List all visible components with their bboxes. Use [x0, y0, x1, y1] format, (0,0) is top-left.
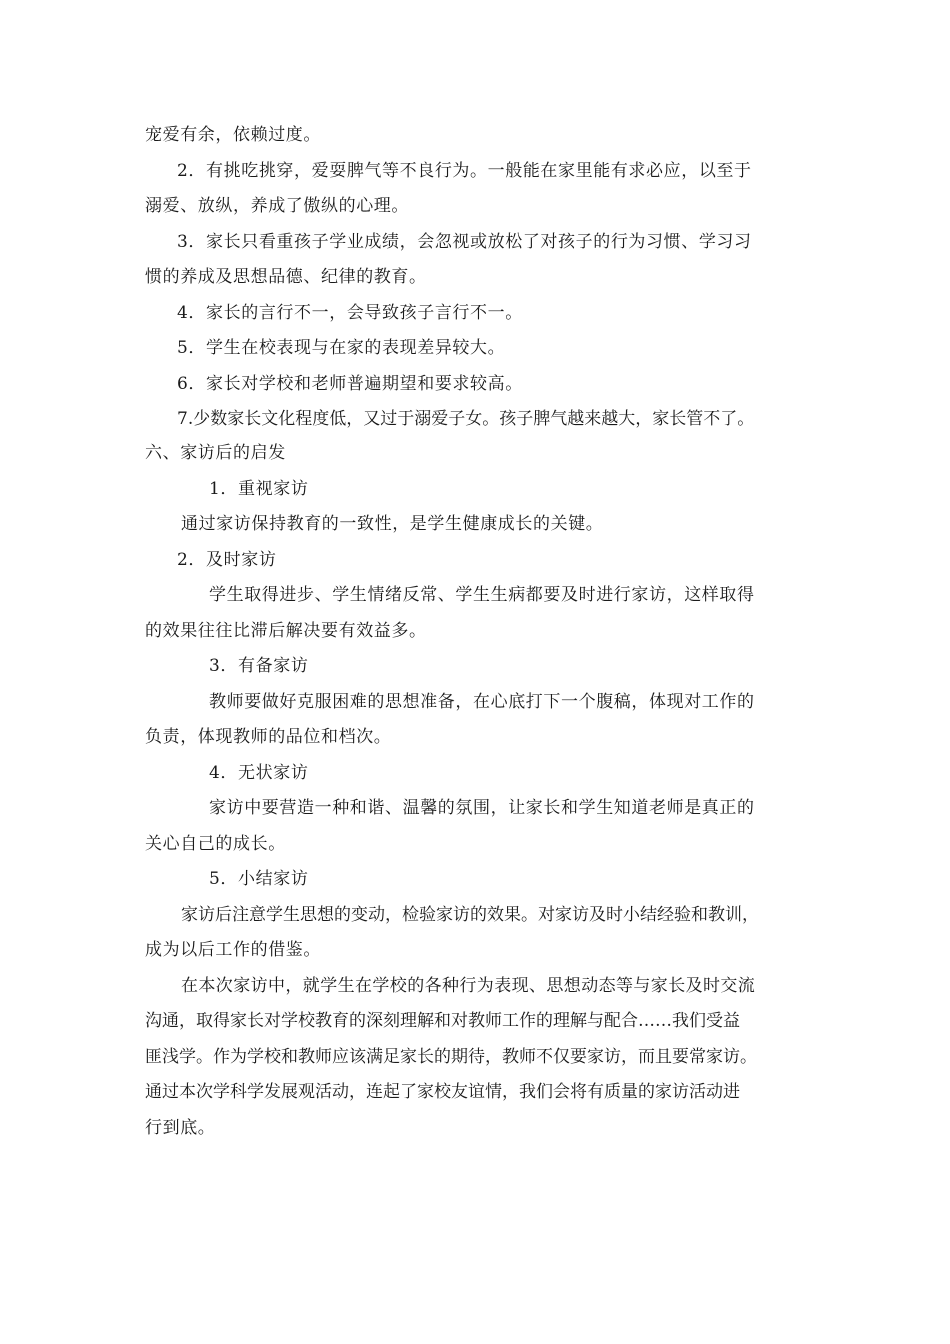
text-line: 成为以后工作的借鉴。: [145, 940, 321, 960]
text-line: 通过本次学科学发展观活动，连起了家校友谊情，我们会将有质量的家访活动进: [145, 1082, 740, 1102]
text-line: 通过家访保持教育的一致性，是学生健康成长的关键。: [181, 514, 604, 534]
text-line: 家访中要营造一种和谐、温馨的氛围，让家长和学生知道老师是真正的: [209, 798, 755, 818]
text-line: 宠爱有余，依赖过度。: [145, 125, 321, 145]
text-line: 溺爱、放纵，养成了傲纵的心理。: [145, 196, 409, 216]
section-heading: 六、家访后的启发: [145, 443, 286, 463]
text-line: 6．家长对学校和老师普遍期望和要求较高。: [177, 374, 523, 394]
text-line: 的效果往往比滞后解决要有效益多。: [145, 621, 427, 641]
text-line: 在本次家访中，就学生在学校的各种行为表现、思想动态等与家长及时交流: [181, 976, 756, 996]
text-line: 3．家长只看重孩子学业成绩，会忽视或放松了对孩子的行为习惯、学习习: [177, 232, 752, 252]
subheading: 3．有备家访: [209, 656, 309, 676]
text-line: 2．有挑吃挑穿，爱耍脾气等不良行为。一般能在家里能有求必应，以至于: [177, 161, 752, 181]
text-line: 家访后注意学生思想的变动，检验家访的效果。对家访及时小结经验和教训，: [181, 905, 759, 925]
subheading: 2．及时家访: [177, 550, 277, 570]
text-line: 学生取得进步、学生情绪反常、学生生病都要及时进行家访，这样取得: [209, 585, 755, 605]
text-line: 4．家长的言行不一，会导致孩子言行不一。: [177, 303, 523, 323]
text-line: 匪浅学。作为学校和教师应该满足家长的期待，教师不仅要家访，而且要常家访。: [145, 1047, 757, 1067]
text-line: 惯的养成及思想品德、纪律的教育。: [145, 267, 427, 287]
text-line: 负责，体现教师的品位和档次。: [145, 727, 392, 747]
subheading: 5．小结家访: [209, 869, 309, 889]
text-line: 沟通，取得家长对学校教育的深刻理解和对教师工作的理解与配合……我们受益: [145, 1011, 740, 1031]
subheading: 1．重视家访: [209, 479, 309, 499]
text-line: 7.少数家长文化程度低，又过于溺爱子女。孩子脾气越来越大，家长管不了。: [177, 409, 755, 429]
subheading: 4．无状家访: [209, 763, 309, 783]
text-line: 5．学生在校表现与在家的表现差异较大。: [177, 338, 506, 358]
text-line: 行到底。: [145, 1118, 216, 1138]
text-line: 关心自己的成长。: [145, 834, 286, 854]
text-line: 教师要做好克服困难的思想准备，在心底打下一个腹稿，体现对工作的: [209, 692, 755, 712]
